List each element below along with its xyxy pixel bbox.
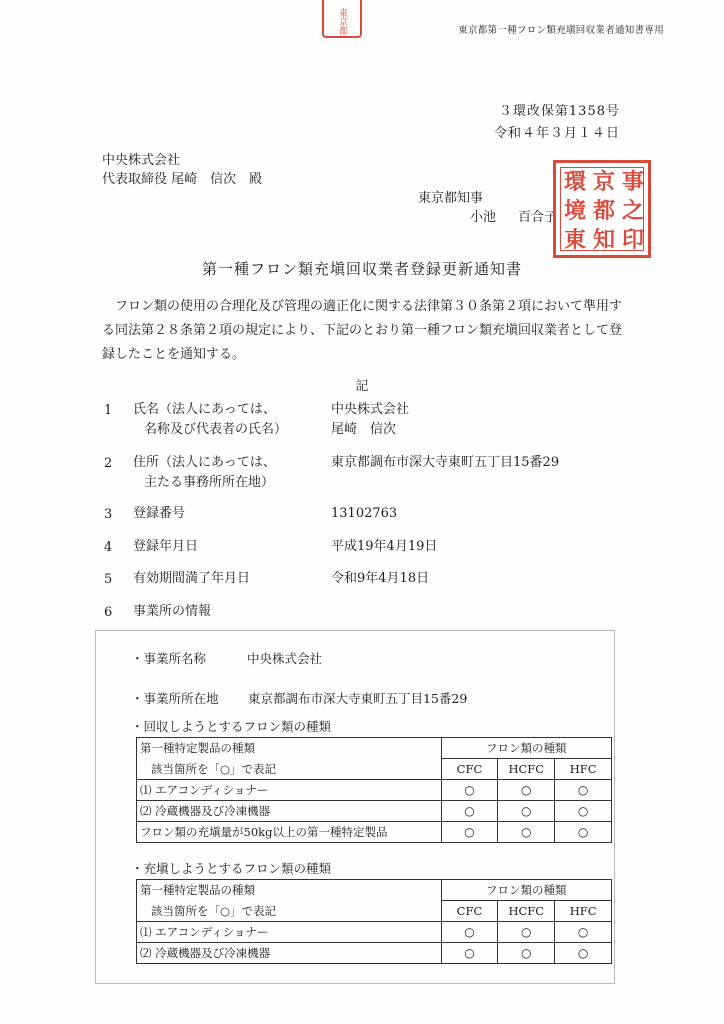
product-cell: フロン類の充塡量が50kg以上の第一種特定製品 [137,822,442,843]
item-value-line: 尾崎 信次 [331,422,397,437]
item-number: 6 [104,605,113,620]
item-label: 有効期間満了年月日 [133,571,251,586]
item-value: 令和9年4月18日 [331,571,430,586]
table-row [137,822,612,843]
col-types-header: フロン類の種類 [441,880,611,901]
office-address-value: 東京都調布市深大寺東町五丁目15番29 [248,691,468,706]
official-seal-stamp [553,160,651,258]
item-number: 2 [104,456,113,471]
fill-heading: ・充塡しようとするフロン類の種類 [131,861,332,876]
document-number: ３環改保第1358号 [498,104,620,119]
item-label-line: 主たる事務所所在地） [144,475,275,490]
mark-cell: ○ [441,822,498,843]
mark-cell: ○ [441,780,498,801]
office-name-label: ・事業所名称 [131,651,207,666]
mark-cell: ○ [441,801,498,822]
seal-glyph: 境 [564,198,587,224]
seal-glyph: 知 [593,227,616,253]
seal-glyph: 都 [593,198,616,224]
type-header-hcfc: HCFC [498,759,555,780]
mark-cell: ○ [555,922,612,943]
mark-cell: ○ [498,943,555,964]
item-value: 13102763 [331,506,398,521]
mark-cell: ○ [441,943,498,964]
product-cell: ⑵ 冷蔵機器及び冷凍機器 [137,801,442,822]
item-label [133,453,276,493]
item-number: 5 [104,572,113,587]
mark-cell: ○ [498,922,555,943]
mark-cell: ○ [555,780,612,801]
issuer-family-name: 小池 [470,210,497,225]
type-header-cfc: CFC [441,759,498,780]
item-number: 3 [104,507,113,522]
col-note-header: 該当箇所を「○」で表記 [137,759,442,780]
document-title: 第一種フロン類充塡回収業者登録更新通知書 [201,260,522,278]
addressee-representative: 代表取締役 尾崎 信次 殿 [102,172,263,187]
col-product-header: 第一種特定製品の種類 [137,880,442,901]
issuer-title: 東京都知事 [418,191,484,206]
office-address-label: ・事業所所在地 [131,691,219,706]
item-number: 1 [104,403,113,418]
item-value [331,400,409,440]
recover-heading: ・回収しようとするフロン類の種類 [131,719,332,734]
item-value: 東京都調布市深大寺東町五丁目15番29 [331,455,560,470]
fill-table [136,879,612,964]
body-text: フロン類の使用の合理化及び管理の適正化に関する法律第３０条第２項において準用する同法第２８条第２項の規定により、下記のとおり第一種フロン類充塡回収業者として登録したことを通知する。 [102,299,623,362]
addressee-block [102,151,262,189]
item-label-line: 住所（法人にあっては、 [133,455,276,470]
document-number-block [494,101,620,145]
item-label-line: 氏名（法人にあっては、 [133,402,276,417]
mark-cell: ○ [555,822,612,843]
seal-glyph: 之 [622,198,645,224]
body-paragraph [102,295,632,367]
mark-cell: ○ [498,822,555,843]
ki-heading: 記 [355,379,369,394]
seal-glyph: 事 [622,169,645,195]
recover-table [136,737,612,843]
item-value: 平成19年4月19日 [331,539,438,554]
type-header-cfc: CFC [441,901,498,922]
seal-glyph: 京 [593,169,616,195]
type-header-hfc: HFC [555,759,612,780]
issuer-name [470,206,557,225]
table-row [137,943,612,964]
item-value-line: 中央株式会社 [331,402,410,417]
mark-cell: ○ [555,801,612,822]
mark-cell: ○ [441,922,498,943]
addressee-company: 中央株式会社 [102,153,181,168]
issuer-given-name: 百合子 [518,210,558,225]
table-row [137,801,612,822]
mark-cell: ○ [498,801,555,822]
seal-glyph: 東 [564,227,587,253]
table-row [137,922,612,943]
table-row [137,780,612,801]
item-label-line: 名称及び代表者の氏名） [144,422,288,437]
document-date: 令和４年３月１４日 [493,126,620,141]
office-name-value: 中央株式会社 [247,651,323,666]
mark-cell: ○ [498,780,555,801]
product-cell: ⑴ エアコンディショナー [137,922,442,943]
type-header-hfc: HFC [555,901,612,922]
seal-glyph: 環 [564,169,587,195]
col-product-header: 第一種特定製品の種類 [137,738,442,759]
top-seal-text: 東京都 [337,8,347,35]
type-header-hcfc: HCFC [498,901,555,922]
product-cell: ⑵ 冷蔵機器及び冷凍機器 [137,943,442,964]
col-types-header: フロン類の種類 [441,738,611,759]
col-note-header: 該当箇所を「○」で表記 [137,901,442,922]
seal-glyph: 印 [622,227,645,253]
top-seal-stamp [322,0,362,38]
product-cell: ⑴ エアコンディショナー [137,780,442,801]
item-label [133,400,287,440]
item-label: 登録番号 [133,506,186,521]
item-label: 事業所の情報 [133,604,212,619]
item-number: 4 [104,540,113,555]
mark-cell: ○ [555,943,612,964]
document-header-note: 東京都第一種フロン類充塡回収業者通知書専用 [458,25,664,36]
item-label: 登録年月日 [133,539,199,554]
